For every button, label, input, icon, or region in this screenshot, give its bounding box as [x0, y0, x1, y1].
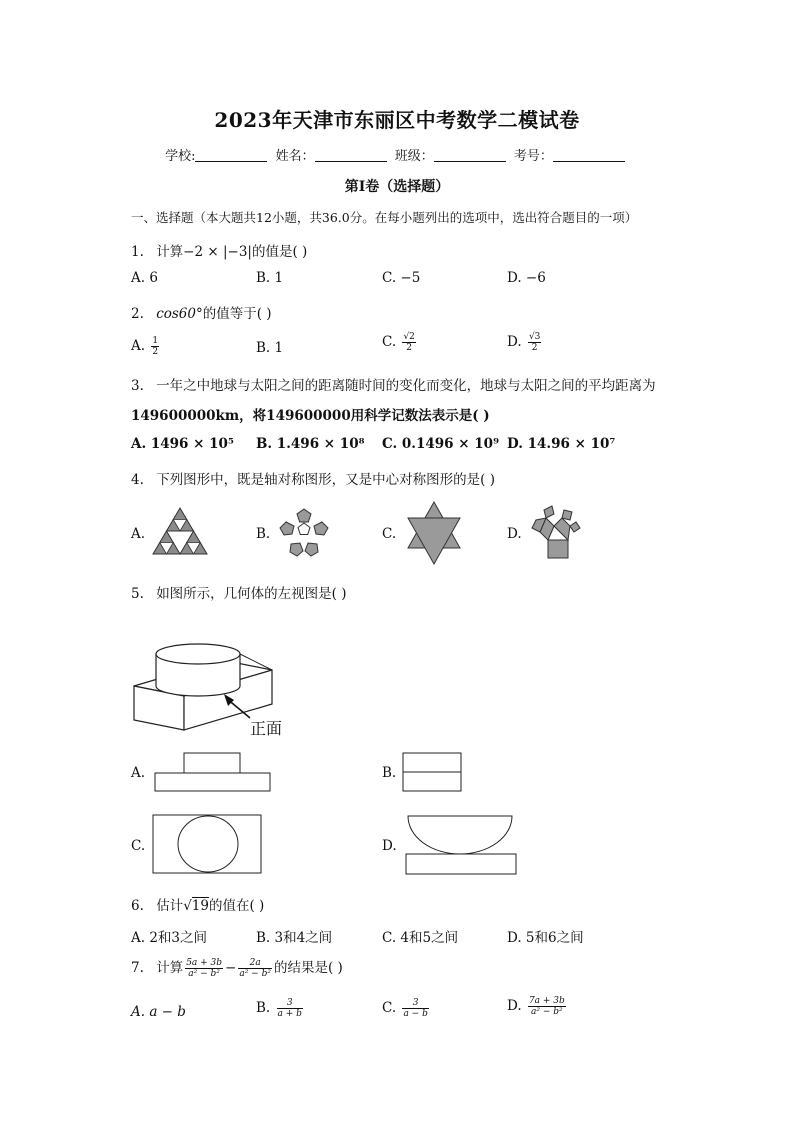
hexagram-figure: [404, 500, 464, 566]
question-4: [131, 468, 495, 488]
option-b[interactable]: B.: [256, 526, 271, 542]
question-number: 7.: [131, 960, 144, 976]
question-number: 2.: [131, 306, 144, 322]
option-a[interactable]: A. 6: [131, 270, 158, 286]
option-c[interactable]: [382, 998, 431, 1019]
front-label: 正面: [250, 719, 283, 738]
question-number: 1.: [131, 244, 144, 260]
question-7: 7. 计算 $\frac{5a + 3b}{\text{a² − b²}}$ − $\frac{2a}{\text{a² − b²}}$ 的结果是( ): [131, 958, 343, 979]
question-stem: 的值在( ): [208, 898, 265, 914]
option-letter: C.: [382, 334, 397, 350]
question-stem-prefix: 计算: [156, 960, 184, 976]
option-a[interactable]: A. a − b: [131, 1004, 186, 1020]
question-number: 3.: [131, 378, 144, 394]
exam-number-blank[interactable]: [553, 149, 625, 162]
option-c[interactable]: C.: [131, 838, 146, 854]
part-title: 第I卷（选择题）: [344, 179, 450, 195]
fraction: $\frac{5a + 3b}{\text{a² − b²}}$: [186, 958, 223, 979]
option-letter: B.: [256, 1000, 271, 1016]
fraction: $\frac{3}{a - b}$: [403, 998, 428, 1019]
option-b[interactable]: B.: [382, 765, 397, 781]
question-5: [131, 582, 347, 602]
option-a[interactable]: A. 2和3之间: [131, 930, 208, 946]
student-info-line: [0, 145, 794, 164]
pythagoras-tree-figure: [526, 500, 586, 562]
name-label: 姓名：: [275, 149, 315, 164]
name-blank[interactable]: [315, 149, 387, 162]
question-stem-prefix: 估计: [156, 898, 184, 914]
option-b[interactable]: B. 3和4之间: [256, 930, 333, 946]
question-stem: 计算−2 × |−3|的值是( ): [156, 244, 308, 260]
option-a[interactable]: A.: [131, 526, 146, 542]
class-blank[interactable]: [434, 149, 506, 162]
fraction: $\frac{3}{a + b}$: [277, 998, 302, 1019]
option-b[interactable]: [256, 998, 305, 1019]
exam-number-label: 考号：: [513, 149, 553, 164]
question-number: 5.: [131, 586, 144, 602]
question-3: [131, 374, 656, 394]
section-title: 一、选择题（本大题共12小题，共36.0分。在每小题列出的选项中，选出符合题目的一项）: [131, 210, 638, 225]
option-c[interactable]: C. 4和5之间: [382, 930, 459, 946]
question-stem: 一年之中地球与太阳之间的距离随时间的变化而变化，地球与太阳之间的平均距离为: [156, 378, 656, 394]
question-3-line-2: 149600000km，将149600000用科学记数法表示是( ): [131, 408, 490, 424]
option-d[interactable]: D. 14.96 × 10⁷: [507, 436, 616, 452]
option-c[interactable]: [382, 332, 418, 353]
question-number: 6.: [131, 898, 144, 914]
question-stem: 的值等于( ): [202, 306, 272, 322]
fraction: $\frac{√3}{2}$: [528, 332, 541, 353]
option-c[interactable]: C.: [382, 526, 397, 542]
option-d[interactable]: [507, 332, 543, 353]
question-number: 4.: [131, 472, 144, 488]
option-d[interactable]: D.: [382, 838, 397, 854]
option-c[interactable]: C. −5: [382, 270, 421, 286]
class-label: 班级：: [394, 149, 434, 164]
pentagon-flower-figure: [276, 506, 332, 558]
question-2: [131, 302, 272, 322]
option-b[interactable]: B. 1: [256, 270, 284, 286]
side-view-option-c: [152, 814, 264, 876]
side-view-option-a: [154, 752, 272, 794]
option-letter: C.: [382, 1000, 397, 1016]
option-d[interactable]: D. 5和6之间: [507, 930, 584, 946]
option-b[interactable]: B. 1: [256, 340, 284, 356]
square-root-symbol: √: [183, 898, 192, 914]
side-view-option-b: [402, 752, 464, 794]
sierpinski-triangle-figure: [150, 506, 210, 556]
side-view-option-d: [404, 814, 518, 876]
cos-expression: cos60°: [156, 306, 203, 322]
option-d[interactable]: D. −6: [507, 270, 546, 286]
option-a[interactable]: A.: [131, 765, 146, 781]
option-d[interactable]: [507, 996, 568, 1017]
exam-title: 2023年天津市东丽区中考数学二模试卷: [214, 108, 580, 132]
question-stem: 如图所示，几何体的左视图是( ): [156, 586, 347, 602]
option-letter: D.: [507, 998, 522, 1014]
option-letter: A.: [131, 338, 146, 354]
fraction: $\frac{2a}{\text{a² − b²}}$: [239, 958, 271, 979]
option-a[interactable]: A. 1496 × 10⁵: [131, 436, 234, 452]
school-label: 学校:: [165, 149, 196, 164]
option-a[interactable]: [131, 336, 161, 357]
radicand: 19: [191, 898, 209, 914]
fraction: $\frac{√2}{2}$: [403, 332, 415, 353]
option-c[interactable]: C. 0.1496 × 10⁹: [382, 436, 499, 452]
question-6: [131, 894, 264, 914]
option-letter: D.: [507, 334, 522, 350]
question-1: [131, 240, 307, 260]
option-d[interactable]: D.: [507, 526, 522, 542]
fraction: $\frac{7a + 3b}{\text{a² − b²}}$: [528, 996, 565, 1017]
fraction: $\frac{1}{2}$: [152, 336, 159, 357]
school-blank[interactable]: [195, 149, 267, 162]
option-b[interactable]: B. 1.496 × 10⁸: [256, 436, 365, 452]
question-stem: 的结果是( ): [273, 960, 343, 976]
question-stem: 下列图形中，既是轴对称图形，又是中心对称图形的是( ): [156, 472, 496, 488]
